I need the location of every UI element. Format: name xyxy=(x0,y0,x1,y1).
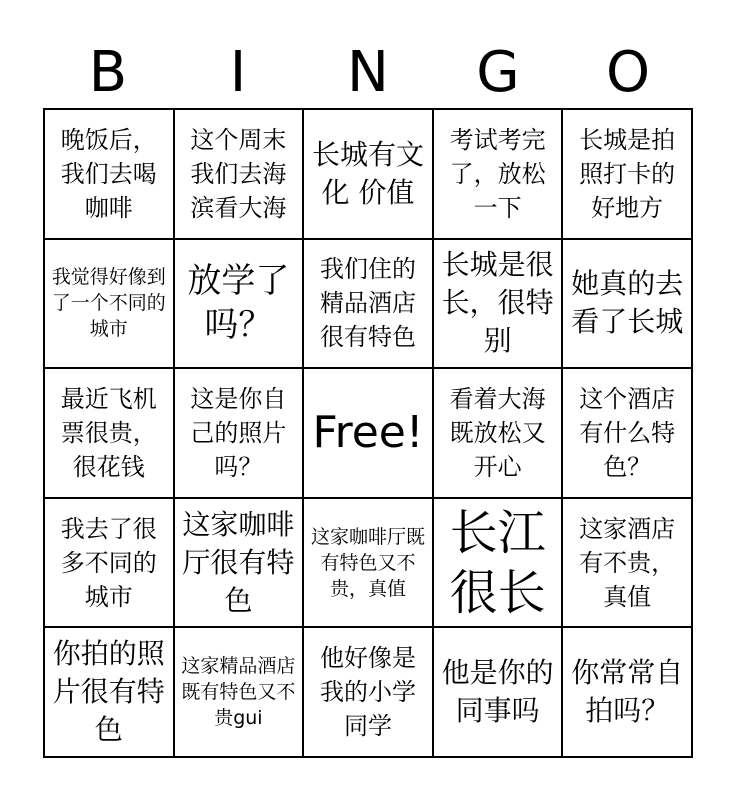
bingo-cell-4-3[interactable] xyxy=(304,499,434,629)
header-letter-g: G xyxy=(476,40,520,105)
bingo-cell-4-5[interactable] xyxy=(563,499,693,629)
header-letter-b: B xyxy=(88,40,128,105)
cell-text: 我去了很多不同的城市 xyxy=(60,514,157,611)
bingo-cell-1-5[interactable] xyxy=(563,110,693,240)
cell-text: 放学了吗？ xyxy=(187,261,290,346)
bingo-cell-3-2[interactable] xyxy=(175,369,305,499)
bingo-cell-3-5[interactable] xyxy=(563,369,693,499)
header-letter-o: O xyxy=(605,40,651,105)
cell-text: 看着大海既放松又开心 xyxy=(449,384,546,481)
bingo-cell-1-4[interactable] xyxy=(434,110,564,240)
bingo-cell-5-2[interactable] xyxy=(175,628,305,758)
cell-text: 长江很长 xyxy=(449,504,546,621)
bingo-cell-1-1[interactable] xyxy=(45,110,175,240)
bingo-cell-2-1[interactable] xyxy=(45,240,175,370)
bingo-cell-4-1[interactable] xyxy=(45,499,175,629)
bingo-cell-5-1[interactable] xyxy=(45,628,175,758)
bingo-cell-3-1[interactable] xyxy=(45,369,175,499)
bingo-card-grid xyxy=(43,108,693,758)
bingo-cell-5-3[interactable] xyxy=(304,628,434,758)
bingo-cell-4-4[interactable] xyxy=(434,499,564,629)
header-letter-i: I xyxy=(229,40,247,105)
bingo-cell-5-4[interactable] xyxy=(434,628,564,758)
bingo-cell-free[interactable] xyxy=(304,369,434,499)
cell-text: 最近飞机票很贵，很花钱 xyxy=(60,384,157,481)
bingo-cell-2-4[interactable] xyxy=(434,240,564,370)
bingo-cell-1-2[interactable] xyxy=(175,110,305,240)
cell-text: 他好像是我的小学同学 xyxy=(319,644,416,741)
cell-text: 长城是很长，很特别 xyxy=(441,248,554,358)
bingo-cell-3-4[interactable] xyxy=(434,369,564,499)
bingo-cell-2-2[interactable] xyxy=(175,240,305,370)
bingo-cell-1-3[interactable] xyxy=(304,110,434,240)
cell-text: 这家精品酒店既有特色又不贵gui xyxy=(181,655,296,730)
bingo-cell-2-3[interactable] xyxy=(304,240,434,370)
bingo-cell-4-2[interactable] xyxy=(175,499,305,629)
cell-text: 我们住的精品酒店很有特色 xyxy=(319,255,416,352)
cell-text: 你拍的照片很有特色 xyxy=(52,637,165,747)
cell-text: 这个酒店有什么特色？ xyxy=(579,384,676,481)
cell-text: 他是你的同事吗 xyxy=(441,656,554,728)
cell-text: 你常常自拍吗？ xyxy=(571,656,684,728)
cell-text: 长城是拍照打卡的好地方 xyxy=(579,125,676,222)
cell-text: 长城有文化 价值 xyxy=(311,137,424,209)
cell-text: 这家咖啡厅既有特色又不贵，真值 xyxy=(310,525,425,600)
header-letter-n: N xyxy=(347,40,389,105)
bingo-header xyxy=(43,40,693,106)
bingo-cell-5-5[interactable] xyxy=(563,628,693,758)
cell-text: 这家咖啡厅很有特色 xyxy=(182,507,295,617)
cell-text: 这家酒店有不贵，真值 xyxy=(579,514,676,611)
cell-text: 我觉得好像到了一个不同的城市 xyxy=(51,266,166,341)
cell-text: 考试考完了，放松一下 xyxy=(449,125,546,222)
cell-text: 晚饭后，我们去喝咖啡 xyxy=(60,125,157,222)
free-space-text: Free! xyxy=(312,406,424,458)
cell-text: 她真的去看了长城 xyxy=(571,267,684,339)
bingo-cell-2-5[interactable] xyxy=(563,240,693,370)
cell-text: 这个周末我们去海滨看大海 xyxy=(190,125,287,222)
cell-text: 这是你自己的照片吗？ xyxy=(190,384,287,481)
